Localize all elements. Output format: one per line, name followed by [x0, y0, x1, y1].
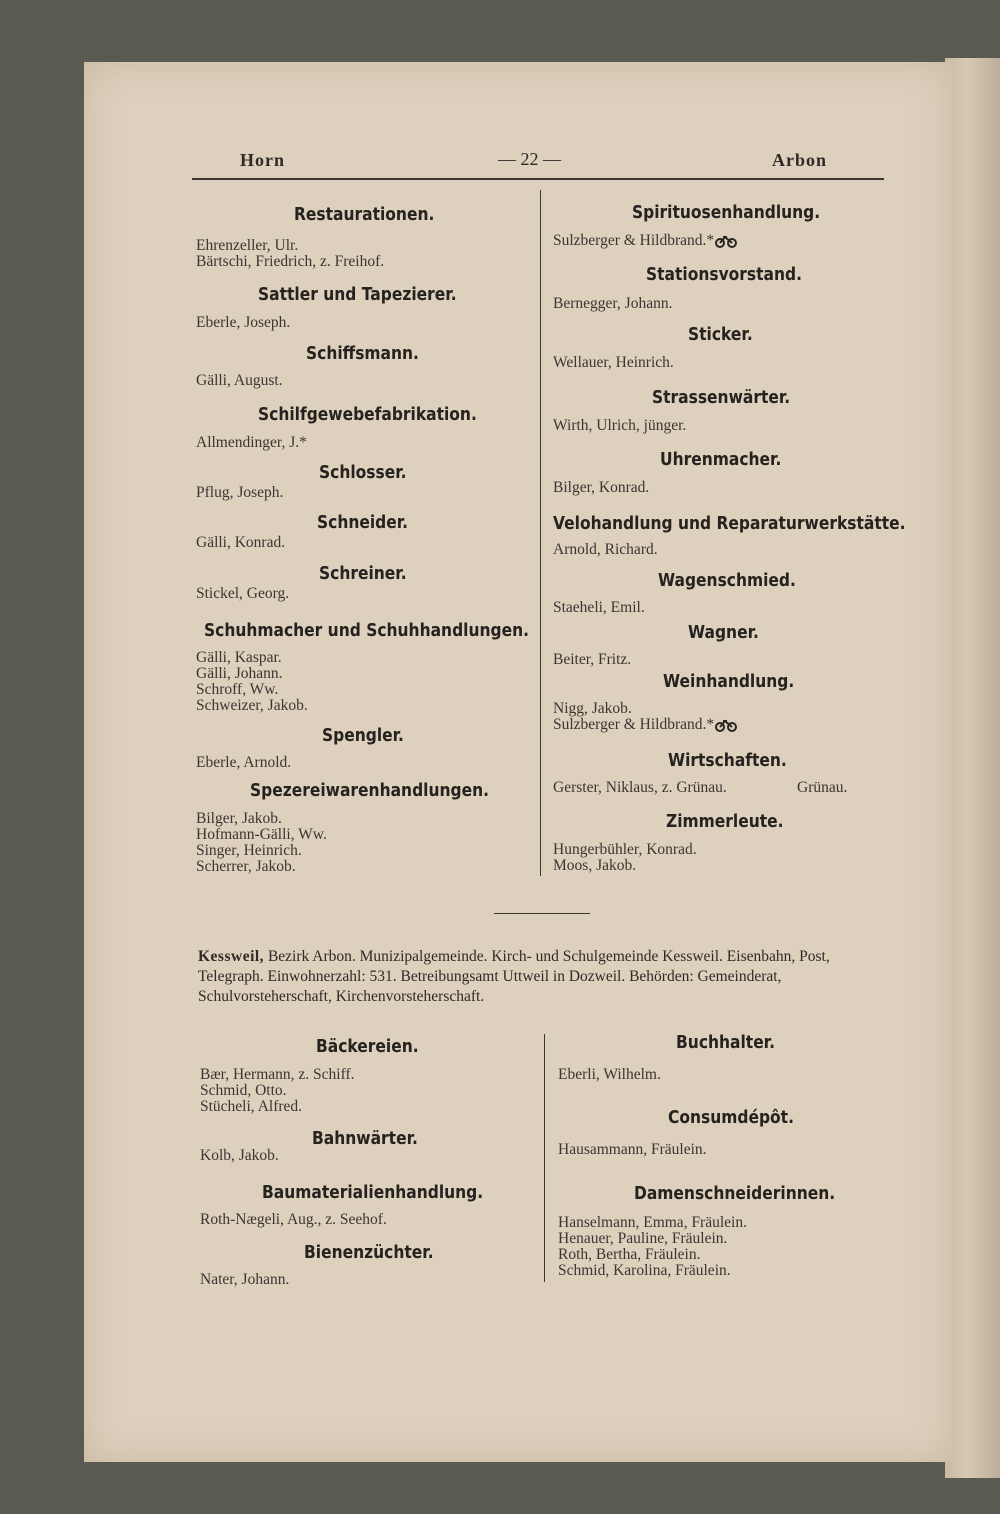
entry: Hungerbühler, Konrad.	[553, 841, 697, 858]
section-heading: Damenschneiderinnen.	[634, 1183, 836, 1204]
page-number: — 22 —	[498, 149, 561, 169]
column-divider	[544, 1034, 545, 1282]
entry: Wellauer, Heinrich.	[553, 354, 674, 371]
entry: Eberle, Arnold.	[196, 754, 292, 771]
entry: Wirth, Ulrich, jünger.	[553, 417, 687, 434]
entry: Roth-Nægeli, Aug., z. Seehof.	[200, 1211, 387, 1228]
section-heading: Schlosser.	[319, 462, 407, 483]
column-divider	[540, 190, 541, 876]
running-head-left: Horn	[240, 150, 286, 170]
entry: Schroff, Ww.	[196, 681, 279, 698]
entry: Bær, Hermann, z. Schiff.	[200, 1066, 355, 1083]
entry: Gälli, August.	[196, 372, 283, 389]
entry-text: Sulzberger & Hildbrand.*	[553, 716, 715, 733]
section-heading: Restaurationen.	[294, 204, 435, 225]
entry: Staeheli, Emil.	[553, 599, 645, 616]
entry: Gälli, Konrad.	[196, 534, 286, 551]
entry: Hofmann-Gälli, Ww.	[196, 826, 327, 843]
section-heading: Bienenzüchter.	[304, 1242, 434, 1263]
entry: Pflug, Joseph.	[196, 484, 284, 501]
section-heading: Wagenschmied.	[658, 570, 796, 591]
entry: Stücheli, Alfred.	[200, 1098, 303, 1115]
entry: Henauer, Pauline, Fräulein.	[558, 1230, 728, 1247]
entry: Schmid, Karolina, Fräulein.	[558, 1262, 731, 1279]
entry: Nater, Johann.	[200, 1271, 290, 1288]
entry: Schmid, Otto.	[200, 1082, 287, 1099]
place-name: Kessweil,	[198, 948, 265, 965]
section-heading: Sattler und Tapezierer.	[258, 284, 457, 305]
section-heading: Zimmerleute.	[666, 811, 784, 832]
entry: Moos, Jakob.	[553, 857, 637, 874]
entry: Arnold, Richard.	[553, 541, 658, 558]
entry: Hanselmann, Emma, Fräulein.	[558, 1214, 747, 1231]
entry: Bärtschi, Friedrich, z. Freihof.	[196, 253, 385, 270]
entry: Roth, Bertha, Fräulein.	[558, 1246, 701, 1263]
section-heading: Stationsvorstand.	[646, 264, 802, 285]
entry	[553, 717, 738, 733]
section-heading: Schreiner.	[319, 563, 407, 584]
section-heading: Sticker.	[688, 324, 753, 345]
entry: Ehrenzeller, Ulr.	[196, 237, 299, 254]
section-heading: Buchhalter.	[676, 1032, 776, 1053]
section-heading: Spezereiwarenhandlungen.	[250, 780, 489, 801]
entry: Singer, Heinrich.	[196, 842, 302, 859]
entry	[553, 233, 738, 249]
header-rule	[192, 178, 884, 180]
section-heading: Velohandlung und Reparaturwerkstätte.	[553, 513, 906, 534]
page-edge	[945, 58, 1000, 1478]
entry: Schweizer, Jakob.	[196, 697, 308, 714]
entry: Beiter, Fritz.	[553, 651, 632, 668]
section-heading: Bahnwärter.	[312, 1128, 418, 1149]
kessweil-intro	[198, 947, 898, 1007]
entry-text: Sulzberger & Hildbrand.*	[553, 232, 715, 249]
place-description: Bezirk Arbon. Munizipalgemeinde. Kirch- und Schulgemeinde Kessweil. Eisenbahn, Post, Telegraph. Einwohnerzahl: 531. Betreibungsamt Uttweil in Dozweil. Behörden: Gemeinderat, Schulvorsteherschaft, Kirchenvorsteherschaft.	[198, 948, 830, 1005]
entry: Gerster, Niklaus, z. Grünau.	[553, 779, 727, 796]
section-heading: Schuhmacher und Schuhhandlungen.	[204, 620, 529, 641]
entry: Gälli, Johann.	[196, 665, 283, 682]
entry: Scherrer, Jakob.	[196, 858, 296, 875]
running-head-right: Arbon	[772, 150, 828, 170]
section-heading: Consumdépôt.	[668, 1107, 794, 1128]
section-heading: Schiffsmann.	[306, 343, 419, 364]
entry: Gälli, Kaspar.	[196, 649, 282, 666]
section-separator	[494, 913, 590, 914]
section-heading: Spengler.	[322, 725, 404, 746]
entry: Kolb, Jakob.	[200, 1147, 279, 1164]
entry: Eberle, Joseph.	[196, 314, 291, 331]
entry: Nigg, Jakob.	[553, 700, 632, 717]
entry: Bilger, Konrad.	[553, 479, 650, 496]
bicycle-icon	[714, 234, 738, 248]
section-heading: Schilfgewebefabrikation.	[258, 404, 477, 425]
entry-location: Grünau.	[797, 779, 848, 796]
bicycle-icon	[714, 718, 738, 732]
entry: Allmendinger, J.*	[196, 434, 307, 451]
entry: Stickel, Georg.	[196, 585, 290, 602]
entry: Eberli, Wilhelm.	[558, 1066, 661, 1083]
section-heading: Strassenwärter.	[652, 387, 791, 408]
section-heading: Bäckereien.	[316, 1036, 419, 1057]
section-heading: Wagner.	[688, 622, 759, 643]
section-heading: Wirtschaften.	[668, 750, 787, 771]
entry: Bernegger, Johann.	[553, 295, 673, 312]
entry: Hausammann, Fräulein.	[558, 1141, 707, 1158]
section-heading: Uhrenmacher.	[660, 449, 782, 470]
section-heading: Weinhandlung.	[663, 671, 795, 692]
section-heading: Baumaterialienhandlung.	[262, 1182, 484, 1203]
section-heading: Schneider.	[317, 512, 409, 533]
entry: Bilger, Jakob.	[196, 810, 282, 827]
section-heading: Spirituosenhandlung.	[632, 202, 821, 223]
